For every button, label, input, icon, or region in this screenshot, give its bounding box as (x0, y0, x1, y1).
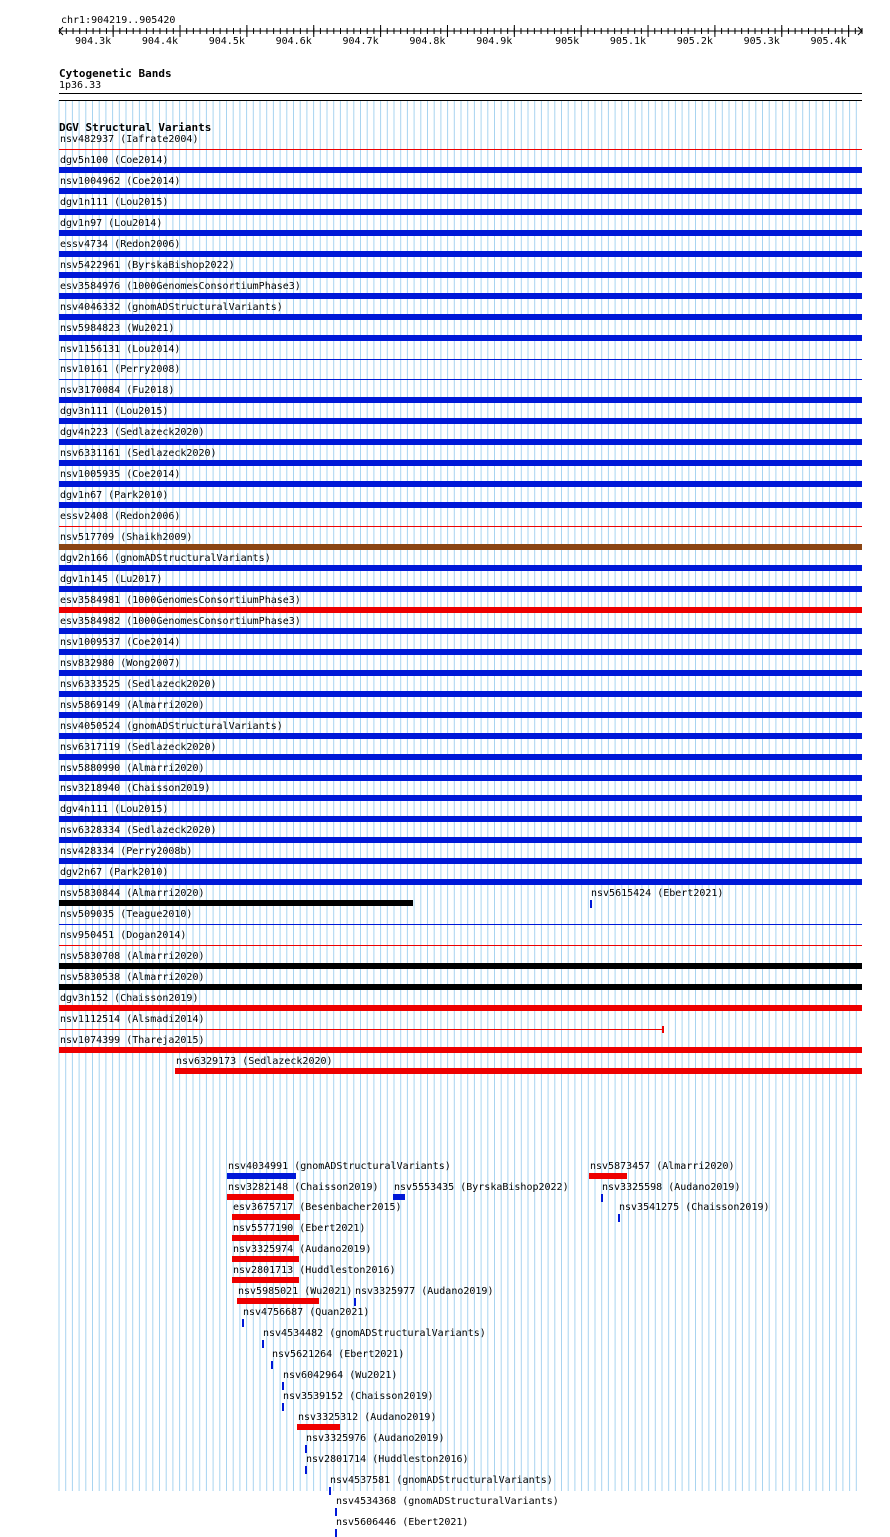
variant-label[interactable]: nsv5621264 (Ebert2021) (272, 1349, 405, 1361)
ruler-tick-label: 905k (555, 36, 580, 47)
variant-label[interactable]: nsv6317119 (Sedlazeck2020) (60, 741, 217, 753)
variant-bar[interactable] (59, 397, 862, 403)
variant-label[interactable]: nsv10161 (Perry2008) (60, 364, 181, 376)
variant-bar[interactable] (59, 418, 862, 424)
variant-bar[interactable] (59, 691, 862, 697)
ruler-tick-label: 904.5k (208, 36, 245, 47)
variant-bar[interactable] (59, 984, 862, 990)
variant-bar[interactable] (59, 900, 413, 906)
variant-bar[interactable] (59, 879, 862, 885)
variant-bar[interactable] (59, 837, 862, 843)
variant-label[interactable]: nsv509035 (Teague2010) (60, 909, 193, 921)
variant-label[interactable]: esv3675717 (Besenbacher2015) (233, 1202, 402, 1214)
variant-bar[interactable] (335, 1529, 337, 1537)
variant-label[interactable]: nsv5422961 (ByrskaBishop2022) (60, 259, 235, 271)
variant-label[interactable]: essv2408 (Redon2006) (60, 511, 181, 523)
variant-bar[interactable] (59, 628, 862, 634)
variant-label[interactable]: nsv6331161 (Sedlazeck2020) (60, 448, 217, 460)
variant-line[interactable] (59, 945, 862, 946)
variant-bar[interactable] (59, 754, 862, 760)
variant-label[interactable]: nsv5984823 (Wu2021) (60, 322, 175, 334)
variant-label[interactable]: esv3584976 (1000GenomesConsortiumPhase3) (60, 280, 301, 292)
variant-bar[interactable] (305, 1466, 307, 1474)
ruler-tick-label: 904.8k (409, 36, 446, 47)
variant-label[interactable]: nsv428334 (Perry2008b) (60, 846, 193, 858)
variant-bar[interactable] (59, 335, 862, 341)
variant-label[interactable]: esv3584982 (1000GenomesConsortiumPhase3) (60, 615, 301, 627)
ruler-tick-label: 905.2k (676, 36, 713, 47)
variant-bar[interactable] (393, 1194, 404, 1200)
variant-bar[interactable] (232, 1235, 299, 1241)
variant-label[interactable]: nsv6329173 (Sedlazeck2020) (176, 1055, 333, 1067)
ruler-tick-label: 904.9k (476, 36, 513, 47)
variant-label[interactable]: nsv950451 (Dogan2014) (60, 930, 187, 942)
variant-bar[interactable] (59, 502, 862, 508)
variant-label[interactable]: nsv5880990 (Almarri2020) (60, 762, 205, 774)
variant-label[interactable]: nsv3325312 (Audano2019) (298, 1411, 437, 1423)
position-label: chr1:904219..905420 (61, 15, 176, 26)
variant-label[interactable]: nsv5869149 (Almarri2020) (60, 699, 205, 711)
ruler-tick-label: 904.7k (342, 36, 379, 47)
variant-bar[interactable] (59, 963, 862, 969)
variant-label[interactable]: nsv4534482 (gnomADStructuralVariants) (263, 1328, 486, 1340)
variant-label[interactable]: nsv4050524 (gnomADStructuralVariants) (60, 720, 283, 732)
variant-bar[interactable] (601, 1194, 603, 1202)
ruler-tick-label: 905.4k (810, 36, 847, 47)
variant-label[interactable]: dgv3n152 (Chaisson2019) (60, 992, 199, 1004)
variant-label[interactable]: nsv5830844 (Almarri2020) (60, 888, 205, 900)
ruler-tick-label: 905.1k (609, 36, 647, 47)
variant-label[interactable]: nsv832980 (Wong2007) (60, 657, 181, 669)
cytoband-title: Cytogenetic Bands (59, 67, 172, 80)
variant-bar[interactable] (59, 544, 862, 550)
variant-line[interactable] (59, 924, 862, 925)
cytoband-value: 1p36.33 (59, 80, 102, 91)
variant-line[interactable] (59, 149, 862, 150)
variant-bar[interactable] (59, 272, 862, 278)
variant-bar[interactable] (59, 1047, 862, 1053)
variant-bar[interactable] (59, 460, 862, 466)
variant-line[interactable] (59, 379, 862, 380)
variant-label[interactable]: dgv1n111 (Lou2015) (60, 196, 169, 208)
variant-bar[interactable] (59, 1005, 862, 1011)
variant-bar[interactable] (59, 670, 862, 676)
variant-label[interactable]: dgv2n166 (gnomADStructuralVariants) (60, 553, 271, 564)
variant-bar[interactable] (175, 1068, 862, 1074)
variant-bar[interactable] (59, 230, 862, 236)
variant-label[interactable]: dgv2n67 (Park2010) (60, 867, 169, 879)
variant-label[interactable]: nsv5553435 (ByrskaBishop2022) (394, 1181, 569, 1193)
variant-bar[interactable] (297, 1424, 340, 1430)
variant-label[interactable]: dgv5n100 (Coe2014) (60, 154, 169, 166)
variant-label[interactable]: essv4734 (Redon2006) (60, 238, 181, 250)
variant-bar[interactable] (59, 167, 862, 173)
variant-label[interactable]: nsv3325598 (Audano2019) (602, 1181, 741, 1193)
variant-bar[interactable] (59, 649, 862, 655)
variant-bar[interactable] (59, 481, 862, 487)
variant-label[interactable]: nsv3325976 (Audano2019) (306, 1432, 445, 1444)
variant-bar[interactable] (232, 1256, 299, 1262)
variant-bar[interactable] (59, 607, 862, 613)
variant-bar[interactable] (59, 565, 862, 571)
variant-bar[interactable] (232, 1277, 299, 1283)
variant-label[interactable]: nsv5606446 (Ebert2021) (336, 1516, 469, 1528)
variant-bar[interactable] (59, 858, 862, 864)
variant-label[interactable]: nsv5830538 (Almarri2020) (60, 972, 205, 983)
variant-label[interactable]: dgv4n223 (Sedlazeck2020) (60, 427, 205, 439)
variant-label[interactable]: nsv3325974 (Audano2019) (233, 1244, 372, 1256)
variant-label[interactable]: nsv5873457 (Almarri2020) (590, 1160, 735, 1172)
ruler-tick-label: 904.6k (275, 36, 312, 47)
variant-bar[interactable] (59, 733, 862, 739)
variant-bar[interactable] (590, 900, 592, 908)
variant-bar[interactable] (59, 816, 862, 822)
variant-label[interactable]: nsv2801713 (Huddleston2016) (233, 1265, 396, 1277)
variant-label[interactable]: esv3584981 (1000GenomesConsortiumPhase3) (60, 594, 301, 606)
variant-bar[interactable] (59, 712, 862, 718)
variant-label[interactable]: nsv3218940 (Chaisson2019) (60, 783, 211, 795)
variant-bar[interactable] (227, 1173, 296, 1179)
variant-bar[interactable] (282, 1403, 284, 1411)
variant-bar[interactable] (59, 586, 862, 592)
variant-label[interactable]: dgv4n111 (Lou2015) (60, 804, 169, 816)
variant-label[interactable]: nsv1156131 (Lou2014) (60, 343, 181, 355)
variant-label[interactable]: nsv1004962 (Coe2014) (60, 175, 181, 187)
variant-bar[interactable] (237, 1298, 319, 1304)
variant-bar[interactable] (354, 1298, 356, 1306)
variant-label[interactable]: nsv3541275 (Chaisson2019) (619, 1202, 770, 1214)
variant-bar[interactable] (59, 209, 862, 215)
variant-label[interactable]: nsv3170084 (Fu2018) (60, 385, 175, 397)
variant-bar[interactable] (59, 795, 862, 801)
variant-line[interactable] (59, 1029, 663, 1030)
variant-label[interactable]: nsv1005935 (Coe2014) (60, 469, 181, 481)
variant-label[interactable]: nsv4034991 (gnomADStructuralVariants) (228, 1160, 451, 1172)
variant-label[interactable]: nsv5577190 (Ebert2021) (233, 1223, 366, 1235)
dgv-title: DGV Structural Variants (59, 121, 212, 134)
variant-bar[interactable] (242, 1319, 244, 1327)
variant-bar[interactable] (232, 1214, 300, 1220)
variant-bar[interactable] (59, 439, 862, 445)
variant-bar[interactable] (335, 1508, 337, 1516)
variant-label[interactable]: nsv3282148 (Chaisson2019) (228, 1181, 379, 1193)
variant-bar[interactable] (282, 1382, 284, 1390)
variant-label[interactable]: nsv517709 (Shaikh2009) (60, 532, 193, 544)
variant-label[interactable]: nsv2801714 (Huddleston2016) (306, 1453, 469, 1465)
variant-line[interactable] (59, 359, 862, 360)
variant-bar[interactable] (262, 1340, 265, 1348)
variant-bar[interactable] (59, 188, 862, 194)
variant-label[interactable]: nsv1074399 (Thareja2015) (60, 1034, 205, 1046)
variant-label[interactable]: nsv1112514 (Alsmadi2014) (60, 1013, 205, 1025)
variant-bar[interactable] (59, 251, 862, 257)
variant-label[interactable]: nsv4756687 (Quan2021) (243, 1307, 370, 1319)
variant-bar[interactable] (227, 1194, 294, 1200)
variant-label[interactable]: nsv3539152 (Chaisson2019) (283, 1391, 434, 1402)
variant-label[interactable]: nsv4534368 (gnomADStructuralVariants) (336, 1495, 559, 1507)
variant-bar[interactable] (59, 293, 862, 299)
variant-label[interactable]: dgv1n67 (Park2010) (60, 490, 169, 502)
variant-label[interactable]: nsv1009537 (Coe2014) (60, 636, 181, 648)
variant-label[interactable]: dgv1n97 (Lou2014) (60, 217, 163, 229)
variant-label[interactable]: nsv5615424 (Ebert2021) (591, 888, 724, 900)
variant-label[interactable]: dgv1n145 (Lu2017) (60, 573, 163, 585)
variant-label[interactable]: nsv6333525 (Sedlazeck2020) (60, 678, 217, 690)
variant-label[interactable]: nsv5985021 (Wu2021) (238, 1286, 353, 1298)
variant-label[interactable]: nsv5830708 (Almarri2020) (60, 951, 205, 963)
variant-bar[interactable] (589, 1173, 626, 1179)
variant-label[interactable]: nsv482937 (Iafrate2004) (60, 134, 199, 145)
variant-bar[interactable] (305, 1445, 307, 1453)
variant-bar[interactable] (618, 1214, 620, 1222)
variant-label[interactable]: nsv6042964 (Wu2021) (283, 1370, 398, 1382)
variant-label[interactable]: nsv4537581 (gnomADStructuralVariants) (330, 1474, 553, 1486)
ruler-tick-label: 904.3k (75, 36, 112, 47)
ruler-tick-label: 904.4k (141, 36, 179, 47)
variant-line[interactable] (59, 526, 862, 527)
variant-label[interactable]: dgv3n111 (Lou2015) (60, 406, 169, 418)
variant-bar[interactable] (271, 1361, 273, 1369)
variant-bar[interactable] (59, 775, 862, 781)
ruler-tick-label: 905.3k (743, 36, 780, 47)
variant-bar[interactable] (59, 314, 862, 320)
variant-label[interactable]: nsv6328334 (Sedlazeck2020) (60, 825, 217, 837)
variant-end-cap (662, 1026, 664, 1033)
variant-label[interactable]: nsv3325977 (Audano2019) (355, 1286, 494, 1298)
variant-label[interactable]: nsv4046332 (gnomADStructuralVariants) (60, 301, 283, 313)
